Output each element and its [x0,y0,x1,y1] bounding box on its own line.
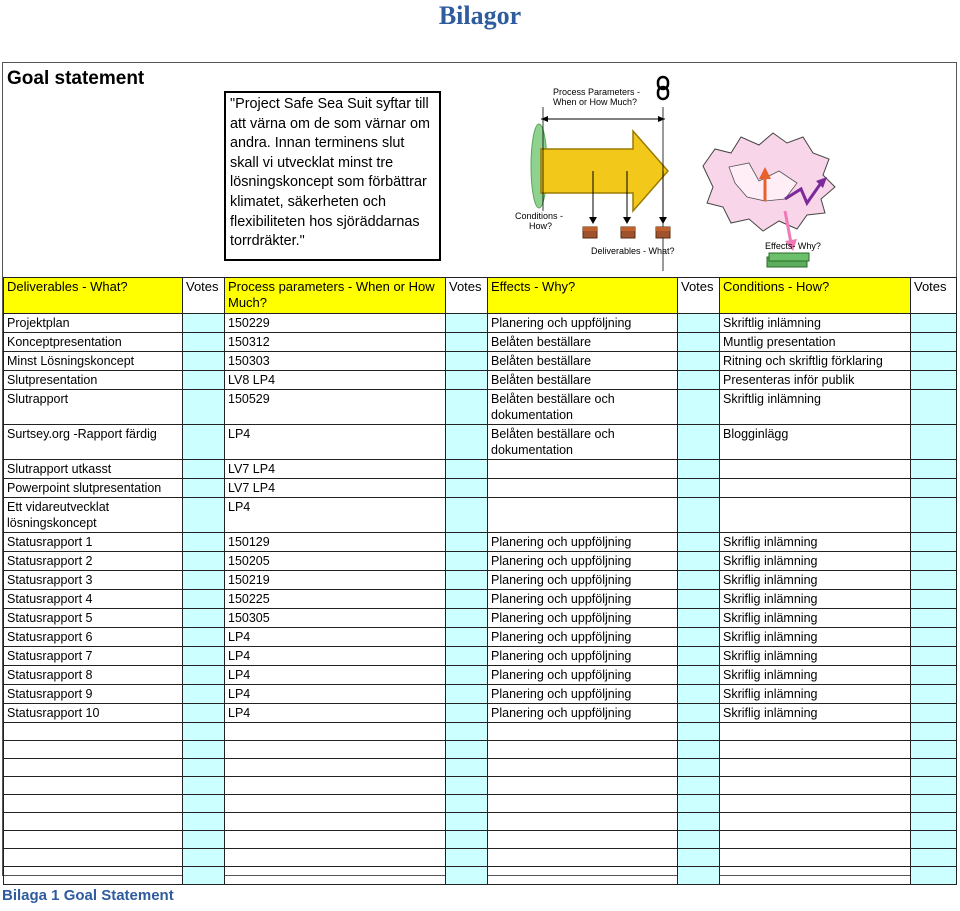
condition-cell [720,777,911,795]
votes-cell[interactable] [183,628,225,647]
votes-cell[interactable] [183,371,225,390]
condition-cell [720,867,911,885]
votes-cell[interactable] [183,831,225,849]
votes-cell[interactable] [183,590,225,609]
votes-cell[interactable] [678,647,720,666]
votes-cell[interactable] [183,552,225,571]
table-row [4,590,957,609]
process-cell: LV7 LP4 [225,479,446,498]
process-cell: LP4 [225,647,446,666]
sheet-title: Goal statement [7,68,145,89]
effect-cell [488,795,678,813]
conditions-label-2: How? [529,221,553,231]
effect-cell: Planering och uppföljning [488,685,678,704]
votes-cell[interactable] [446,741,488,759]
deliverable-cell: Statusrapport 3 [4,571,183,590]
goal-diagram [503,71,843,271]
deliverable-cell: Statusrapport 6 [4,628,183,647]
condition-cell: Skriflig inlämning [720,628,911,647]
votes-cell[interactable] [678,685,720,704]
goal-table-body [4,278,957,885]
deliverables-label: Deliverables - What? [591,246,675,256]
votes-cell[interactable] [911,759,957,777]
votes-cell[interactable] [911,425,957,460]
table-row [4,609,957,628]
votes-cell[interactable] [678,498,720,533]
process-parameters-label-2: When or How Much? [553,97,638,107]
effect-cell: Planering och uppföljning [488,666,678,685]
chain-icon [658,77,668,99]
votes-cell[interactable] [446,609,488,628]
deliverable-cell: Ett vidareutvecklat lösningskoncept [4,498,183,533]
effect-cell: Belåten beställare och dokumentation [488,390,678,425]
table-row [4,352,957,371]
table-row [4,425,957,460]
deliverable-cell: Statusrapport 1 [4,533,183,552]
deliverable-cell: Slutrapport [4,390,183,425]
deliverable-chest-icon [656,227,670,238]
votes-cell[interactable] [911,479,957,498]
votes-cell[interactable] [678,867,720,885]
votes-cell[interactable] [911,666,957,685]
deliverable-cell: Statusrapport 8 [4,666,183,685]
votes-cell[interactable] [183,813,225,831]
process-cell: LV7 LP4 [225,460,446,479]
header-votes: Votes [183,278,225,314]
process-cell: LP4 [225,704,446,723]
votes-cell[interactable] [446,552,488,571]
deliverable-cell [4,759,183,777]
header-process: Process parameters - When or How Much? [225,278,446,314]
votes-cell[interactable] [183,867,225,885]
votes-cell[interactable] [446,498,488,533]
votes-cell[interactable] [446,795,488,813]
page-title: Bilagor [438,1,522,30]
votes-cell[interactable] [183,759,225,777]
table-row [4,533,957,552]
votes-cell[interactable] [446,590,488,609]
table-row [4,666,957,685]
deliverable-cell [4,777,183,795]
votes-cell[interactable] [678,314,720,333]
deliverable-cell: Minst Lösningskoncept [4,352,183,371]
process-cell: 150529 [225,390,446,425]
table-row [4,813,957,831]
deliverable-cell [4,795,183,813]
votes-cell[interactable] [446,314,488,333]
process-cell: LV8 LP4 [225,371,446,390]
condition-cell: Skriflig inlämning [720,647,911,666]
condition-cell [720,479,911,498]
process-cell [225,795,446,813]
table-row [4,777,957,795]
votes-cell[interactable] [446,813,488,831]
process-cell [225,777,446,795]
process-cell: 150305 [225,609,446,628]
effect-cell [488,831,678,849]
votes-cell[interactable] [678,704,720,723]
conditions-label-1: Conditions - [515,211,564,221]
process-cell: 150129 [225,533,446,552]
deliverable-cell [4,723,183,741]
condition-cell: Skriftlig inlämning [720,390,911,425]
effect-cell: Belåten beställare [488,371,678,390]
process-cell [225,813,446,831]
table-header-row [4,278,957,314]
effect-cell [488,723,678,741]
votes-cell[interactable] [446,685,488,704]
votes-cell[interactable] [183,333,225,352]
votes-cell[interactable] [183,723,225,741]
votes-cell[interactable] [446,867,488,885]
effect-cell [488,460,678,479]
deliverable-cell: Konceptpresentation [4,333,183,352]
condition-cell [720,795,911,813]
condition-cell: Blogginlägg [720,425,911,460]
money-icon [767,253,809,267]
votes-cell[interactable] [183,533,225,552]
votes-cell[interactable] [183,460,225,479]
votes-cell[interactable] [911,609,957,628]
deliverable-cell [4,813,183,831]
condition-cell [720,831,911,849]
votes-cell[interactable] [678,390,720,425]
votes-cell[interactable] [183,647,225,666]
deliverable-cell: Projektplan [4,314,183,333]
process-cell: LP4 [225,666,446,685]
votes-cell[interactable] [678,371,720,390]
deliverable-cell: Slutpresentation [4,371,183,390]
votes-cell[interactable] [183,685,225,704]
process-cell: LP4 [225,498,446,533]
votes-cell[interactable] [678,552,720,571]
votes-cell[interactable] [446,777,488,795]
table-row [4,390,957,425]
effect-cell [488,741,678,759]
process-cell: 150303 [225,352,446,371]
votes-cell[interactable] [911,723,957,741]
votes-cell[interactable] [678,723,720,741]
effect-cell: Planering och uppföljning [488,628,678,647]
condition-cell: Skriflig inlämning [720,704,911,723]
votes-cell[interactable] [446,333,488,352]
condition-cell: Skriflig inlämning [720,552,911,571]
effect-cell [488,867,678,885]
condition-cell: Skriflig inlämning [720,533,911,552]
process-parameters-label-1: Process Parameters - [553,87,641,97]
deliverable-cell: Statusrapport 7 [4,647,183,666]
votes-cell[interactable] [911,460,957,479]
votes-cell[interactable] [446,628,488,647]
condition-cell [720,813,911,831]
votes-cell[interactable] [446,425,488,460]
votes-cell[interactable] [446,723,488,741]
deliverable-cell: Statusrapport 10 [4,704,183,723]
votes-cell[interactable] [183,849,225,867]
condition-cell: Skriflig inlämning [720,666,911,685]
votes-cell[interactable] [678,666,720,685]
votes-cell[interactable] [911,777,957,795]
votes-cell[interactable] [678,795,720,813]
votes-cell[interactable] [183,741,225,759]
goal-statement-sheet [2,62,957,876]
deliverable-cell: Statusrapport 5 [4,609,183,628]
process-cell: LP4 [225,685,446,704]
votes-cell[interactable] [911,333,957,352]
table-row [4,628,957,647]
effect-cell [488,479,678,498]
condition-cell [720,723,911,741]
figure-caption: Bilaga 1 Goal Statement [2,887,174,904]
effect-cell: Planering och uppföljning [488,571,678,590]
process-cell: 150312 [225,333,446,352]
deliverable-cell: Surtsey.org -Rapport färdig [4,425,183,460]
deliverable-cell: Statusrapport 9 [4,685,183,704]
condition-cell: Skriflig inlämning [720,609,911,628]
effect-cell: Planering och uppföljning [488,314,678,333]
deliverable-cell [4,741,183,759]
effect-cell: Planering och uppföljning [488,609,678,628]
votes-cell[interactable] [911,352,957,371]
votes-cell[interactable] [911,498,957,533]
votes-cell[interactable] [183,352,225,371]
table-row [4,460,957,479]
effects-label: Effects- Why? [765,241,821,251]
votes-cell[interactable] [678,533,720,552]
table-row [4,795,957,813]
table-row [4,849,957,867]
effect-cell: Planering och uppföljning [488,590,678,609]
table-row [4,685,957,704]
votes-cell[interactable] [183,571,225,590]
votes-cell[interactable] [678,777,720,795]
table-row [4,498,957,533]
votes-cell[interactable] [678,628,720,647]
effect-cell: Belåten beställare och dokumentation [488,425,678,460]
votes-cell[interactable] [911,533,957,552]
condition-cell: Presenteras inför publik [720,371,911,390]
process-cell: 150205 [225,552,446,571]
votes-cell[interactable] [678,571,720,590]
goal-table [3,277,957,885]
condition-cell: Skriflig inlämning [720,685,911,704]
process-cell: LP4 [225,425,446,460]
effects-puzzle-icon [703,133,835,231]
table-row [4,704,957,723]
condition-cell [720,741,911,759]
condition-cell: Skriftlig inlämning [720,314,911,333]
votes-cell[interactable] [678,609,720,628]
process-cell: 150229 [225,314,446,333]
votes-cell[interactable] [183,314,225,333]
table-row [4,333,957,352]
process-cell: 150219 [225,571,446,590]
votes-cell[interactable] [183,479,225,498]
effect-cell [488,777,678,795]
process-cell [225,741,446,759]
table-row [4,571,957,590]
votes-cell[interactable] [183,666,225,685]
votes-cell[interactable] [678,425,720,460]
deliverable-chest-icon [583,227,597,238]
effect-cell [488,849,678,867]
votes-cell[interactable] [678,831,720,849]
table-row [4,741,957,759]
table-row [4,552,957,571]
votes-cell[interactable] [678,759,720,777]
deliverable-cell: Powerpoint slutpresentation [4,479,183,498]
effect-cell: Belåten beställare [488,333,678,352]
condition-cell [720,849,911,867]
votes-cell[interactable] [678,333,720,352]
table-row [4,867,957,885]
votes-cell[interactable] [911,552,957,571]
deliverable-chest-icon [621,227,635,238]
votes-cell[interactable] [911,685,957,704]
header-deliverables: Deliverables - What? [4,278,183,314]
votes-cell[interactable] [446,460,488,479]
header-conditions: Conditions - How? [720,278,911,314]
condition-cell [720,460,911,479]
votes-cell[interactable] [446,849,488,867]
process-cell [225,867,446,885]
votes-cell[interactable] [183,498,225,533]
votes-cell[interactable] [678,741,720,759]
votes-cell[interactable] [446,704,488,723]
votes-cell[interactable] [446,352,488,371]
votes-cell[interactable] [183,425,225,460]
votes-cell[interactable] [911,849,957,867]
effect-cell [488,498,678,533]
votes-cell[interactable] [446,479,488,498]
votes-cell[interactable] [678,352,720,371]
process-cell [225,831,446,849]
votes-cell[interactable] [911,371,957,390]
votes-cell[interactable] [183,704,225,723]
process-cell [225,759,446,777]
header-votes: Votes [446,278,488,314]
votes-cell[interactable] [446,533,488,552]
table-row [4,723,957,741]
header-votes: Votes [678,278,720,314]
process-cell [225,723,446,741]
votes-cell[interactable] [183,795,225,813]
process-cell: 150225 [225,590,446,609]
condition-cell: Skriflig inlämning [720,590,911,609]
deliverable-cell [4,867,183,885]
process-cell: LP4 [225,628,446,647]
header-effects: Effects - Why? [488,278,678,314]
votes-cell[interactable] [911,867,957,885]
condition-cell: Muntlig presentation [720,333,911,352]
votes-cell[interactable] [183,609,225,628]
votes-cell[interactable] [911,314,957,333]
votes-cell[interactable] [678,590,720,609]
votes-cell[interactable] [911,831,957,849]
table-row [4,759,957,777]
votes-cell[interactable] [446,647,488,666]
process-cell [225,849,446,867]
votes-cell[interactable] [446,759,488,777]
votes-cell[interactable] [911,390,957,425]
votes-cell[interactable] [911,741,957,759]
votes-cell[interactable] [446,571,488,590]
table-row [4,314,957,333]
deliverable-cell [4,849,183,867]
votes-cell[interactable] [678,813,720,831]
deliverable-cell: Statusrapport 2 [4,552,183,571]
effect-cell: Planering och uppföljning [488,533,678,552]
votes-cell[interactable] [183,777,225,795]
effect-cell: Planering och uppföljning [488,704,678,723]
votes-cell[interactable] [911,590,957,609]
votes-cell[interactable] [446,390,488,425]
deliverable-cell [4,831,183,849]
deliverable-cell: Statusrapport 4 [4,590,183,609]
table-row [4,647,957,666]
condition-cell: Ritning och skriftlig förklaring [720,352,911,371]
condition-cell: Skriflig inlämning [720,571,911,590]
header-votes: Votes [911,278,957,314]
table-row [4,371,957,390]
votes-cell[interactable] [446,666,488,685]
condition-cell [720,759,911,777]
votes-cell[interactable] [678,479,720,498]
votes-cell[interactable] [446,371,488,390]
votes-cell[interactable] [678,849,720,867]
effect-cell [488,813,678,831]
deliverable-cell: Slutrapport utkasst [4,460,183,479]
votes-cell[interactable] [911,795,957,813]
process-arrow [541,131,668,211]
effect-cell: Planering och uppföljning [488,647,678,666]
effect-cell [488,759,678,777]
votes-cell[interactable] [678,460,720,479]
table-row [4,831,957,849]
goal-quote-box: "Project Safe Sea Suit syftar till att värna om de som värnar om andra. Innan terminens slut skall vi utvecklat minst tre lösningskoncept som förbättrar klimatet, säkerheten och flexibiliteten hos sjöräddarnas torrdräkter." [224,91,441,261]
votes-cell[interactable] [911,813,957,831]
votes-cell[interactable] [911,647,957,666]
votes-cell[interactable] [183,390,225,425]
votes-cell[interactable] [911,704,957,723]
votes-cell[interactable] [911,571,957,590]
condition-cell [720,498,911,533]
votes-cell[interactable] [446,831,488,849]
effect-cell: Belåten beställare [488,352,678,371]
table-row [4,479,957,498]
effect-cell: Planering och uppföljning [488,552,678,571]
votes-cell[interactable] [911,628,957,647]
